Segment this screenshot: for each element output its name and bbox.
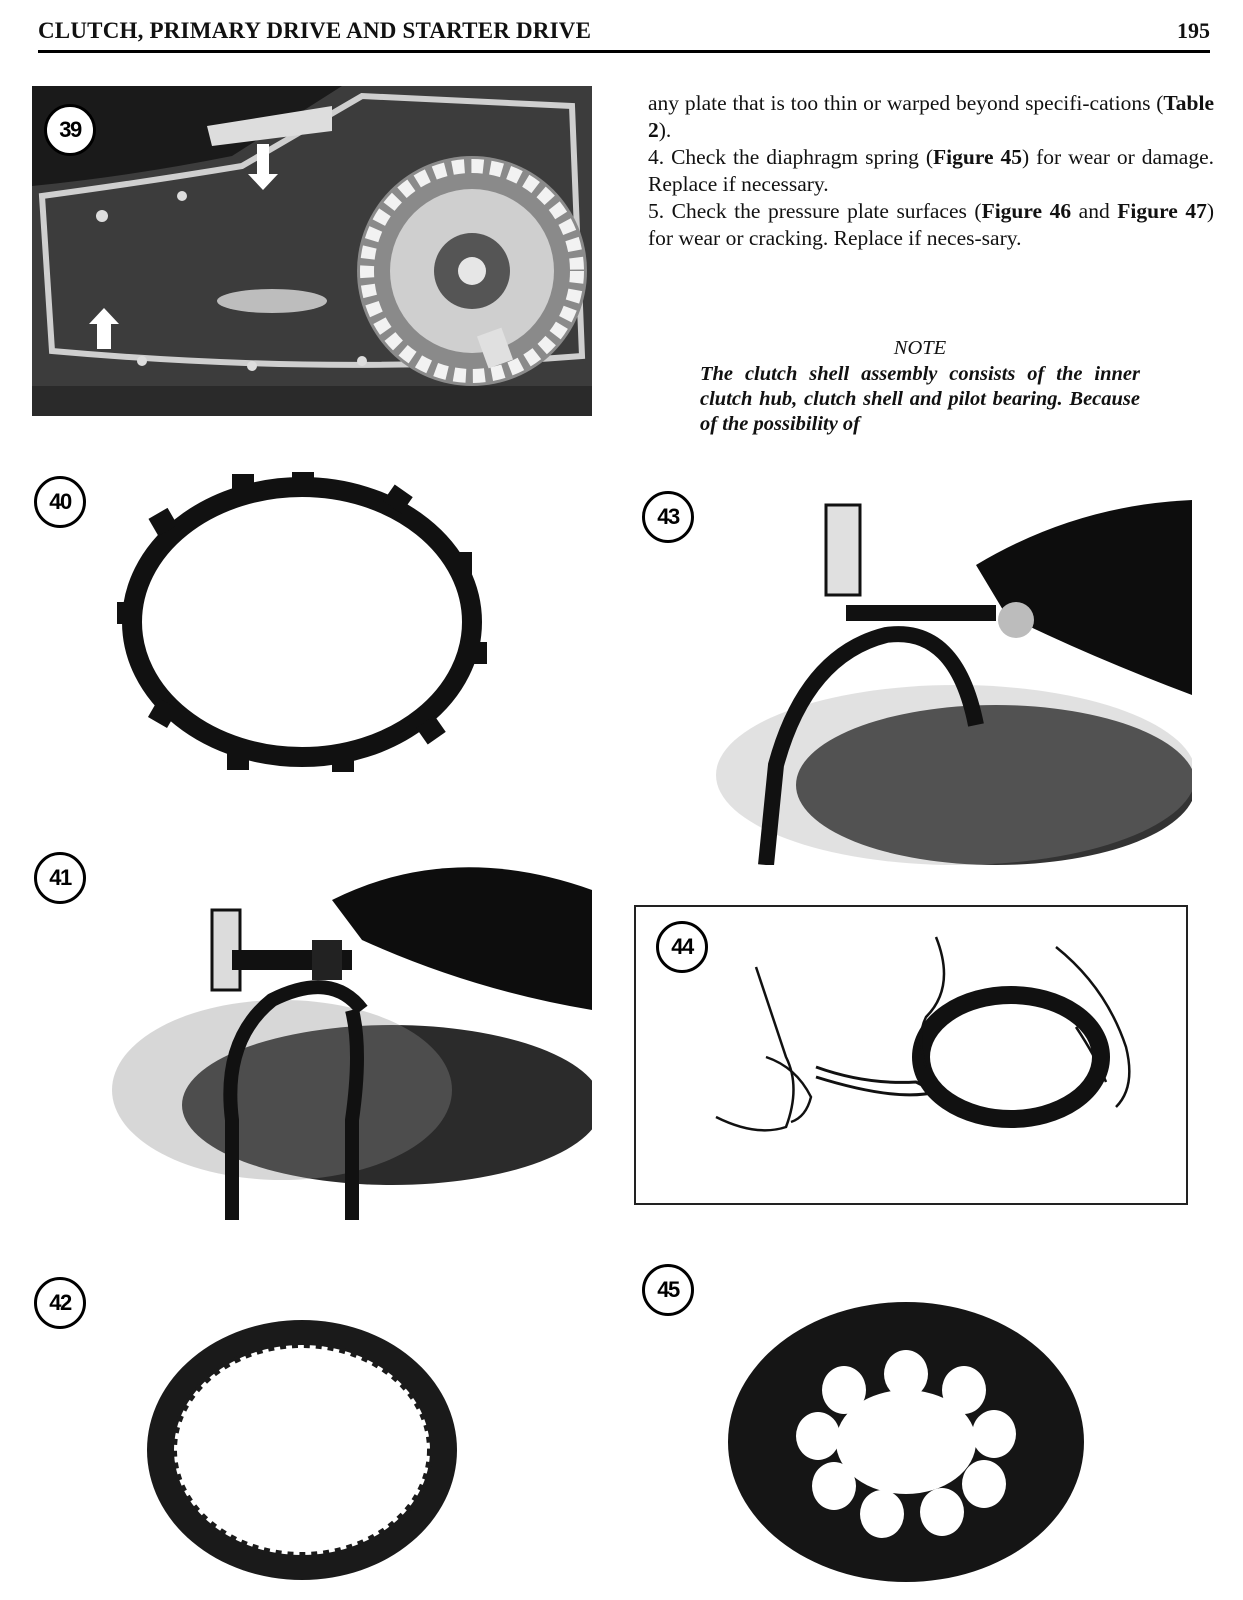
page-header [38,14,1210,54]
figure-39 [32,86,592,416]
figure-number-45: 45 [642,1264,694,1316]
figure-reference: Figure 46 [981,199,1072,223]
table-reference: Table 2 [648,91,1214,142]
steel-plate-illustration [32,1275,592,1590]
figure-39-photo [32,86,592,416]
note-heading: NOTE [893,337,947,359]
figure-40 [32,472,592,772]
caliper-measurement-photo [636,485,1192,865]
figure-44 [634,905,1188,1205]
caliper-measurement-photo [32,850,592,1220]
figure-number-44: 44 [656,921,708,973]
figure-45 [636,1260,1192,1590]
figure-42 [32,1275,592,1590]
page-number: 195 [1177,18,1210,43]
figure-number-43: 43 [642,491,694,543]
friction-plate-illustration [32,472,592,772]
step-4: 4. Check the diaphragm spring (Figure 45) for wear or damage. Replace if necessary. [648,145,1215,196]
step-5: 5. Check the pressure plate surfaces (Figure 46 and Figure 47) for wear or cracking. Replace if neces-sary. [648,199,1214,250]
body-text [648,90,1214,252]
figure-reference: Figure 45 [933,145,1022,169]
diaphragm-spring-illustration [636,1260,1192,1590]
figure-number-41: 41 [34,852,86,904]
figure-reference: Figure 47 [1117,199,1207,223]
figure-43 [636,485,1192,865]
header-rule [38,50,1210,53]
plate-warp-check-drawing [636,907,1186,1203]
figure-number-42: 42 [34,1277,86,1329]
figure-number-40: 40 [34,476,86,528]
note-text: The clutch shell assembly consists of the inner clutch hub, clutch shell and pilot bearing. Because of the possibility of [700,363,1140,435]
note-box [700,336,1140,437]
figure-number-39: 39 [44,104,96,156]
figure-41 [32,850,592,1220]
chapter-title: CLUTCH, PRIMARY DRIVE AND STARTER DRIVE [38,18,592,43]
paragraph-continuation: any plate that is too thin or warped beyond specifi-cations (Table 2). [648,91,1214,142]
